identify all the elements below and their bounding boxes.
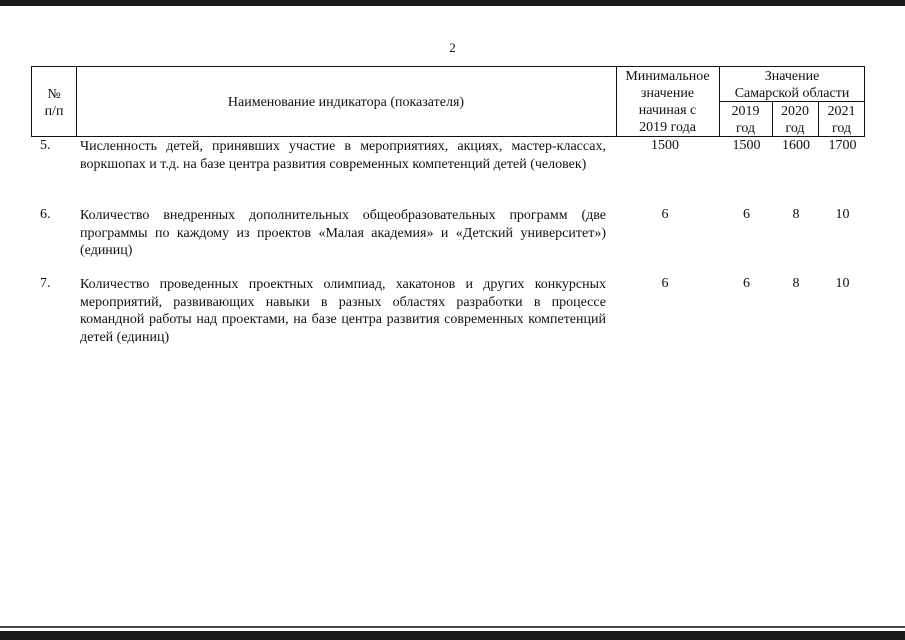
row-value-2020: 8 [792, 276, 800, 291]
header-num-line1: № [47, 87, 61, 102]
header-min-line1: Минимальное [625, 69, 710, 84]
header-year-unit: год [785, 121, 805, 136]
row-indicator-name: Численность детей, принявших участие в мероприятиях, акциях, мастер-классах, воркшопах и т.д. на базе центра развития современных компетенций детей (человек) [80, 139, 606, 172]
row-indicator-name: Количество проведенных проектных олимпиад, хакатонов и других конкурсных мероприятий, развивающих навыки в разных областях разработки в процессе командной работы над проектами, на базе центра развития современных компетенций детей (единиц) [80, 277, 606, 345]
header-year-2020 [772, 103, 818, 137]
header-year-unit: год [735, 121, 756, 136]
row-value-2021: 10 [835, 276, 850, 291]
header-num-line2: п/п [44, 104, 64, 119]
row-min-value: 6 [661, 276, 669, 291]
row-number: 5. [40, 138, 51, 153]
scan-top-border [0, 0, 905, 6]
scan-bottom-line [0, 626, 905, 628]
row-value-2021: 10 [835, 207, 850, 222]
row-value-2020: 8 [792, 207, 800, 222]
header-value [719, 68, 865, 102]
header-year-unit: год [831, 121, 852, 136]
row-number: 7. [40, 276, 51, 291]
header-min-value [616, 68, 719, 136]
row-value-2019: 6 [743, 207, 750, 222]
header-min-line3: начиная с [638, 103, 697, 118]
row-value-2019: 1500 [732, 138, 761, 153]
header-name: Наименование индикатора (показателя) [227, 95, 465, 110]
row-value-2019: 6 [743, 276, 750, 291]
row-indicator-name: Количество внедренных дополнительных общеобразовательных программ (две программы по каждому из проектов «Малая академия» и «Детский университет») (единиц) [80, 208, 606, 258]
row-value-2020: 1600 [782, 138, 810, 153]
header-value-line1: Значение [764, 69, 820, 84]
page-number: 2 [449, 40, 456, 55]
header-year-label: 2019 [731, 104, 760, 119]
header-year-label: 2021 [827, 104, 856, 119]
row-min-value: 1500 [651, 138, 679, 153]
header-value-line2: Самарской области [734, 86, 850, 101]
header-min-line2: значение [640, 86, 695, 101]
row-min-value: 6 [661, 207, 669, 222]
header-year-label: 2020 [781, 104, 809, 119]
header-num [32, 86, 76, 120]
header-year-2019 [719, 103, 772, 137]
row-number: 6. [40, 207, 51, 222]
scan-bottom-border [0, 631, 905, 640]
row-value-2021: 1700 [828, 138, 857, 153]
header-year-2021 [818, 103, 865, 137]
header-min-line4: 2019 года [639, 120, 696, 135]
table-header [31, 66, 865, 137]
